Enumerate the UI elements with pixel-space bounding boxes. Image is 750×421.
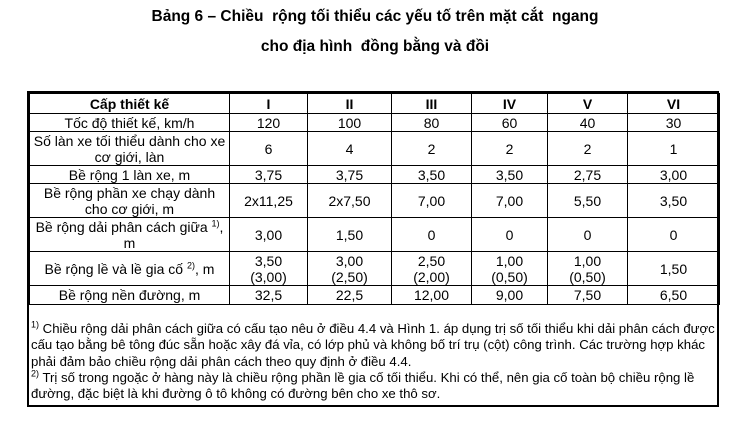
table-row [30,166,720,184]
cell-value: 1,00 [573,252,602,269]
cell-value: 3,50 [254,252,283,269]
table-cell: 0 [548,218,628,252]
table-cell: 22,5 [308,286,392,305]
row-label: Bề rộng 1 làn xe, m [30,166,230,184]
table-cell: 0 [472,218,548,252]
table-cell: 4 [308,132,392,166]
table-cell: 40 [548,114,628,132]
footnote-text: Trị số trong ngoặc ở hàng này là chiều rộng phần lề gia cố tối thiểu. Khi có thể, nên gia cố toàn bộ chiều rộng lề đường, đặc biệt là khi đường ô tô không có đường bên cho xe thô sơ. [31,369,695,402]
table-cell [308,252,392,286]
table-cell: 2 [392,132,472,166]
cell-paren-value: (0,50) [569,268,606,285]
header-grade-v: V [548,94,628,114]
row-label [30,218,230,252]
table-cell [548,252,628,286]
header-grade-ii: II [308,94,392,114]
footnote-1 [31,321,715,370]
cell-paren-value: (3,00) [250,268,287,285]
row-label: Bề rộng nền đường, m [30,286,230,305]
table-cell [472,252,548,286]
row-label: Số làn xe tối thiểu dành cho xe cơ giới, làn [30,132,230,166]
row-label: Tốc độ thiết kế, km/h [30,114,230,132]
cell-paren-value: (2,00) [413,268,450,285]
table-cell: 6,50 [628,286,720,305]
cell-value: 2,50 [417,252,446,269]
footnote-text: Chiều rộng dải phân cách giữa có cấu tạo nêu ở điều 4.4 và Hình 1. áp dụng trị số tối thiểu khi dải phân cách được cấu tạo bằng bê tông đúc sẵn hoặc xây đá vỉa, có lớp phủ và không bố trí trụ (cột) công trình. Các trường hợp khác phải đảm bảo chiều rộng dải phân cách theo quy định ở điều 4.4. [31,321,715,369]
footnote-ref: 2) [186,259,195,270]
table-cell: 6 [230,132,308,166]
table-row [30,286,720,305]
table-cell: 7,00 [392,184,472,218]
table-cell: 0 [392,218,472,252]
cell-value: 1,00 [495,252,524,269]
table-cell: 3,50 [392,166,472,184]
table-cell: 7,50 [548,286,628,305]
header-design-grade: Cấp thiết kế [30,94,230,114]
row-label: Bề rộng phần xe chạy dành cho cơ giới, m [30,184,230,218]
footnote-ref: 1) [211,217,220,228]
footnote-2 [31,370,715,403]
header-grade-vi: VI [628,94,720,114]
header-grade-i: I [230,94,308,114]
table-cell: 7,00 [472,184,548,218]
table-cell: 32,5 [230,286,308,305]
table-cell: 2 [472,132,548,166]
cell-value: 3,00 [335,252,364,269]
table-cell: 3,50 [628,184,720,218]
row-label-text: Bề rộng dải phân cách giữa [35,218,208,235]
table-cell: 3,00 [628,166,720,184]
table-cell: 9,00 [472,286,548,305]
header-grade-iv: IV [472,94,548,114]
table-cell: 1,50 [308,218,392,252]
table-cell: 60 [472,114,548,132]
header-grade-iii: III [392,94,472,114]
table-cell: 3,75 [230,166,308,184]
table-cell: 1,50 [628,252,720,286]
table-cell: 100 [308,114,392,132]
table-cell: 120 [230,114,308,132]
table-cell: 3,50 [472,166,548,184]
table-cell [230,252,308,286]
table-cell: 3,00 [230,218,308,252]
table-title-line-1: Bảng 6 – Chiều rộng tối thiểu các yếu tố trên mặt cắt ngang [151,8,599,25]
cross-section-width-table [29,93,720,305]
table-cell: 80 [392,114,472,132]
table-row [30,114,720,132]
table-cell: 3,75 [308,166,392,184]
table-cell: 2x7,50 [308,184,392,218]
table-row [30,218,720,252]
row-label [30,252,230,286]
cell-paren-value: (2,50) [331,268,368,285]
table-cell [392,252,472,286]
table-title-line-2: cho địa hình đồng bằng và đồi [260,38,490,55]
table-cell: 0 [628,218,720,252]
table-cell: 1 [628,132,720,166]
footnotes [31,321,715,402]
cell-paren-value: (0,50) [491,268,528,285]
table-row [30,184,720,218]
footnote-mark: 2) [31,368,40,379]
table-cell: 2,75 [548,166,628,184]
row-label-unit: , m [194,260,215,277]
table-cell: 30 [628,114,720,132]
table-cell: 5,50 [548,184,628,218]
table-cell: 12,00 [392,286,472,305]
table-header-row [30,94,720,114]
row-label-unit: , m [123,218,224,251]
table-row [30,132,720,166]
table-cell: 2 [548,132,628,166]
footnote-mark: 1) [31,319,40,330]
table-row [30,252,720,286]
table-cell: 2x11,25 [230,184,308,218]
row-label-text: Bề rộng lề và lề gia cố [44,260,184,277]
